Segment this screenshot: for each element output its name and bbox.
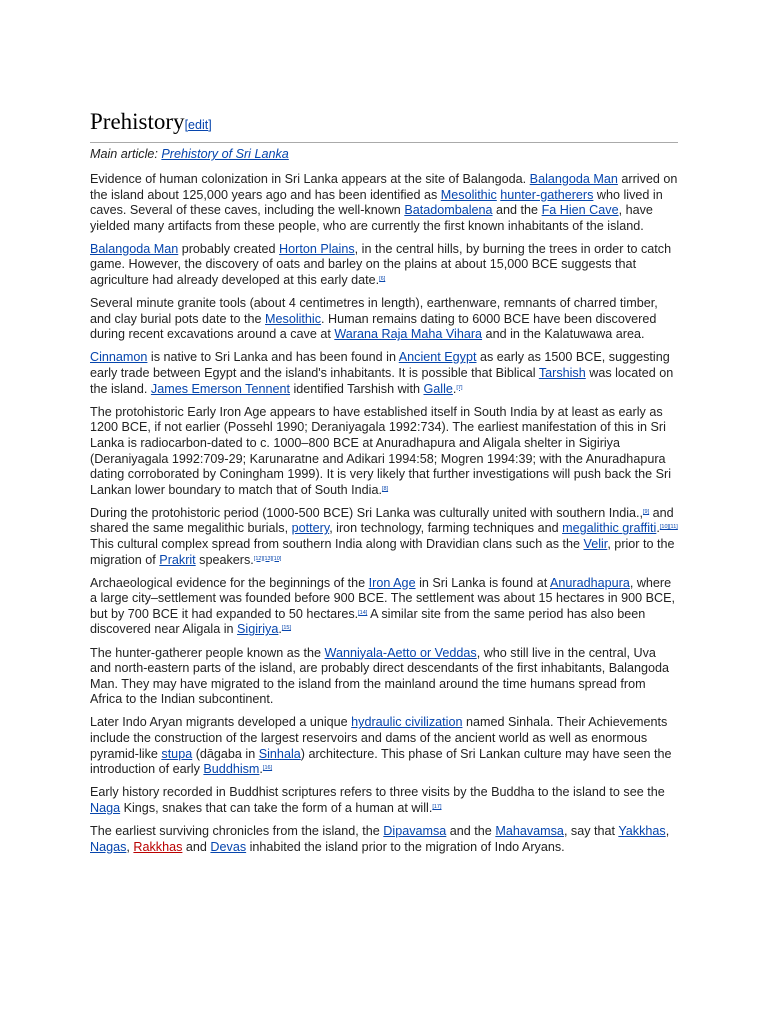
text-run: and the [492, 203, 542, 218]
text-run: , where a large city–settlement was founded before 900 BCE. The settlement was about 15 hectares in 900 BCE, but by 700 BCE it had expanded to 50 hectares. [90, 575, 676, 621]
citation-ref [379, 276, 385, 282]
wiki-link[interactable]: Devas [210, 839, 247, 854]
text-run: Archaeological evidence for the beginnings of the [90, 575, 369, 590]
paragraph [90, 824, 678, 855]
text-run: and shared the same megalithic burials, [90, 505, 674, 536]
text-run: , [665, 823, 670, 838]
citation-ref [660, 524, 678, 530]
wiki-link[interactable]: Horton Plains [279, 241, 355, 256]
text-run: A similar site from the same period has also been discovered near Aligala in [90, 606, 646, 637]
wiki-link[interactable]: Buddhism [203, 762, 260, 777]
citation-link[interactable]: [17] [432, 803, 442, 810]
text-run: , have yielded many artifacts from these people, who are currently the first known inhabitants of the island. [90, 203, 653, 233]
citation-ref [254, 556, 282, 562]
citation-link[interactable]: [9] [643, 508, 650, 515]
citation-link[interactable]: [14] [358, 609, 368, 616]
paragraph [90, 350, 678, 397]
text-run: arrived on the island about 125,000 years ago and has been identified as [90, 172, 678, 202]
article-content [90, 106, 678, 863]
text-run: speakers. [195, 552, 254, 567]
wiki-link[interactable]: Cinnamon [90, 350, 148, 365]
paragraph [90, 172, 678, 234]
text-run: The earliest surviving chronicles from the island, the [90, 823, 384, 838]
text-run: , in the central hills, by burning the trees in order to catch game. However, the discovery of oats and barley on the plains at about 15,000 BCE suggests that agriculture had already developed at this early date. [90, 241, 672, 288]
wiki-link[interactable]: Mesolithic [265, 311, 322, 326]
text-run: , say that [563, 823, 619, 838]
article-body [90, 172, 678, 855]
paragraph [90, 646, 678, 708]
text-run: . [259, 762, 263, 777]
text-run: , who still live in the central, Uva and north-eastern parts of the island, are probably direct descendants of the first inhabitants, Balangoda Man. They may have migrated to the island from the mainland around the time humans spread from Africa to the Indian subcontinent. [90, 645, 669, 707]
wiki-link[interactable]: Mesolithic [440, 187, 497, 202]
citation-link[interactable]: [7] [456, 384, 463, 391]
wiki-link[interactable]: Fa Hien Cave [541, 203, 619, 218]
wiki-link[interactable]: Balangoda Man [90, 241, 179, 256]
wiki-link[interactable]: Tarshish [538, 366, 586, 381]
text-run: The hunter-gatherer people known as the [90, 645, 325, 660]
wiki-link[interactable]: Prakrit [159, 552, 196, 567]
wiki-link[interactable]: stupa [161, 746, 193, 761]
wiki-link[interactable]: Wanniyala-Aetto or Veddas [324, 645, 477, 660]
wiki-link[interactable]: Sigiriya [237, 622, 279, 637]
wiki-link[interactable]: Velir [583, 536, 608, 551]
citation-link[interactable]: [6] [379, 276, 386, 283]
wiki-link[interactable]: Balangoda Man [529, 172, 618, 186]
paragraph [90, 405, 678, 499]
wiki-link[interactable]: Anuradhapura [550, 575, 630, 590]
citation-ref [456, 385, 462, 391]
wiki-link[interactable]: Batadombalena [404, 203, 493, 218]
paragraph [90, 242, 678, 289]
wiki-link[interactable]: Iron Age [368, 575, 416, 590]
edit-section-link-wrapper: [edit] [184, 118, 212, 132]
text-run: identified Tarshish with [290, 381, 424, 396]
edit-section-link[interactable]: edit [188, 118, 209, 132]
text-run: . [452, 381, 457, 396]
text-run: and [182, 839, 211, 854]
citation-ref [432, 804, 441, 810]
wiki-link[interactable]: Sinhala [258, 746, 301, 761]
citation-link[interactable]: [8] [381, 485, 389, 492]
text-run: Several minute granite tools (about 4 centimetres in length), earthenware, remnants of charred timber, and clay burial pots date to the [90, 296, 658, 326]
paragraph [90, 785, 678, 816]
text-run: . [656, 521, 660, 536]
text-run: is native to Sri Lanka and has been found in [147, 350, 399, 365]
wiki-link[interactable]: pottery [291, 521, 330, 536]
text-run: . Human remains dating to 6000 BCE have been discovered during recent excavations around a cave at [90, 311, 657, 342]
main-article-hatnote: Main article: Prehistory of Sri Lanka [90, 147, 289, 161]
text-run: inhabited the island prior to the migration of Indo Aryans. [246, 839, 565, 854]
text-run: and in the Kalatuwawa area. [482, 327, 645, 342]
wiki-link[interactable]: Warana Raja Maha Vihara [334, 327, 483, 342]
wiki-link[interactable]: Nagas [90, 839, 127, 854]
citation-ref [382, 486, 388, 492]
wiki-link[interactable]: Mahavamsa [495, 823, 564, 838]
wiki-link[interactable]: megalithic graffiti [562, 521, 657, 536]
text-run: probably created [178, 241, 280, 256]
text-run: in Sri Lanka is found at [415, 575, 550, 590]
text-run: was located on the island. [90, 366, 674, 396]
section-title: Prehistory [90, 109, 185, 134]
text-run: , [126, 839, 134, 854]
paragraph [90, 576, 678, 638]
text-run: (dāgaba in [192, 746, 259, 761]
text-run: who lived in caves. Several of these caves, including the well-known [90, 187, 663, 218]
paragraph [90, 715, 678, 777]
text-run: named Sinhala. Their Achievements include the construction of the largest reservoirs and dams of the ancient world as well as enormous pyramid-like [90, 715, 668, 761]
citation-link[interactable]: [10][11] [659, 524, 678, 531]
wiki-link[interactable]: Naga [90, 800, 121, 815]
wiki-link[interactable]: hunter-gatherers [500, 187, 594, 202]
paragraph [90, 296, 678, 343]
citation-link[interactable]: [16] [262, 765, 273, 772]
text-run: as early as 1500 BCE, suggesting early trade between Egypt and the island's inhabitants. It is possible that Biblical [90, 350, 670, 381]
text-run: This cultural complex spread from southern India along with Dravidian clans such as the [90, 536, 584, 551]
text-run: , prior to the migration of [90, 536, 675, 567]
wiki-link[interactable]: Ancient Egypt [398, 350, 477, 365]
citation-link[interactable]: [15] [281, 625, 292, 632]
text-run: Later Indo Aryan migrants developed a unique [90, 715, 352, 730]
citation-link[interactable]: [12][13][10] [253, 555, 282, 562]
wiki-link[interactable]: Dipavamsa [383, 823, 447, 838]
text-run: . [278, 622, 282, 637]
citation-ref [263, 765, 272, 771]
wiki-link[interactable]: hydraulic civilization [351, 715, 463, 730]
text-run: Evidence of human colonization in Sri Lanka appears at the site of Balangoda. [90, 172, 530, 186]
paragraph [90, 506, 678, 568]
text-run: ) architecture. This phase of Sri Lankan culture may have seen the introduction of early [90, 746, 672, 777]
wiki-link[interactable]: Rakkhas [133, 839, 183, 854]
text-run: , iron technology, farming techniques and [329, 521, 563, 536]
wiki-link[interactable]: Galle [423, 381, 453, 396]
citation-ref [358, 610, 367, 616]
text-run: Early history recorded in Buddhist scriptures refers to three visits by the Buddha to the island to see the [90, 785, 665, 800]
wiki-link[interactable]: James Emerson Tennent [150, 381, 290, 396]
text-run: During the protohistoric period (1000-500 BCE) Sri Lanka was culturally united with southern India., [90, 505, 644, 520]
section-heading [90, 106, 678, 143]
text-run: The protohistoric Early Iron Age appears to have established itself in South India by at least as early as 1200 BCE, if not earlier (Possehl 1990; Deraniyagala 1992:734). The earliest manifestation of this in Sri Lanka is radiocarbon-dated to c. 1000–800 BCE at Anuradhapura and Aligala shelter in Sigiriya (Deraniyagala 1992:709-29; Karunaratne and Adikari 1994:58; Mogren 1994:39; with the Anuradhapura dating corroborated by Coningham 1999). It is very likely that further investigations will push back the Sri Lankan lower boundary to match that of South India. [90, 404, 672, 497]
citation-ref [282, 625, 291, 631]
wiki-link[interactable]: Yakkhas [618, 823, 666, 838]
main-article-link[interactable]: Prehistory of Sri Lanka [161, 147, 289, 161]
text-run: and the [446, 823, 496, 838]
text-run: Kings, snakes that can take the form of a human at will. [120, 800, 433, 815]
